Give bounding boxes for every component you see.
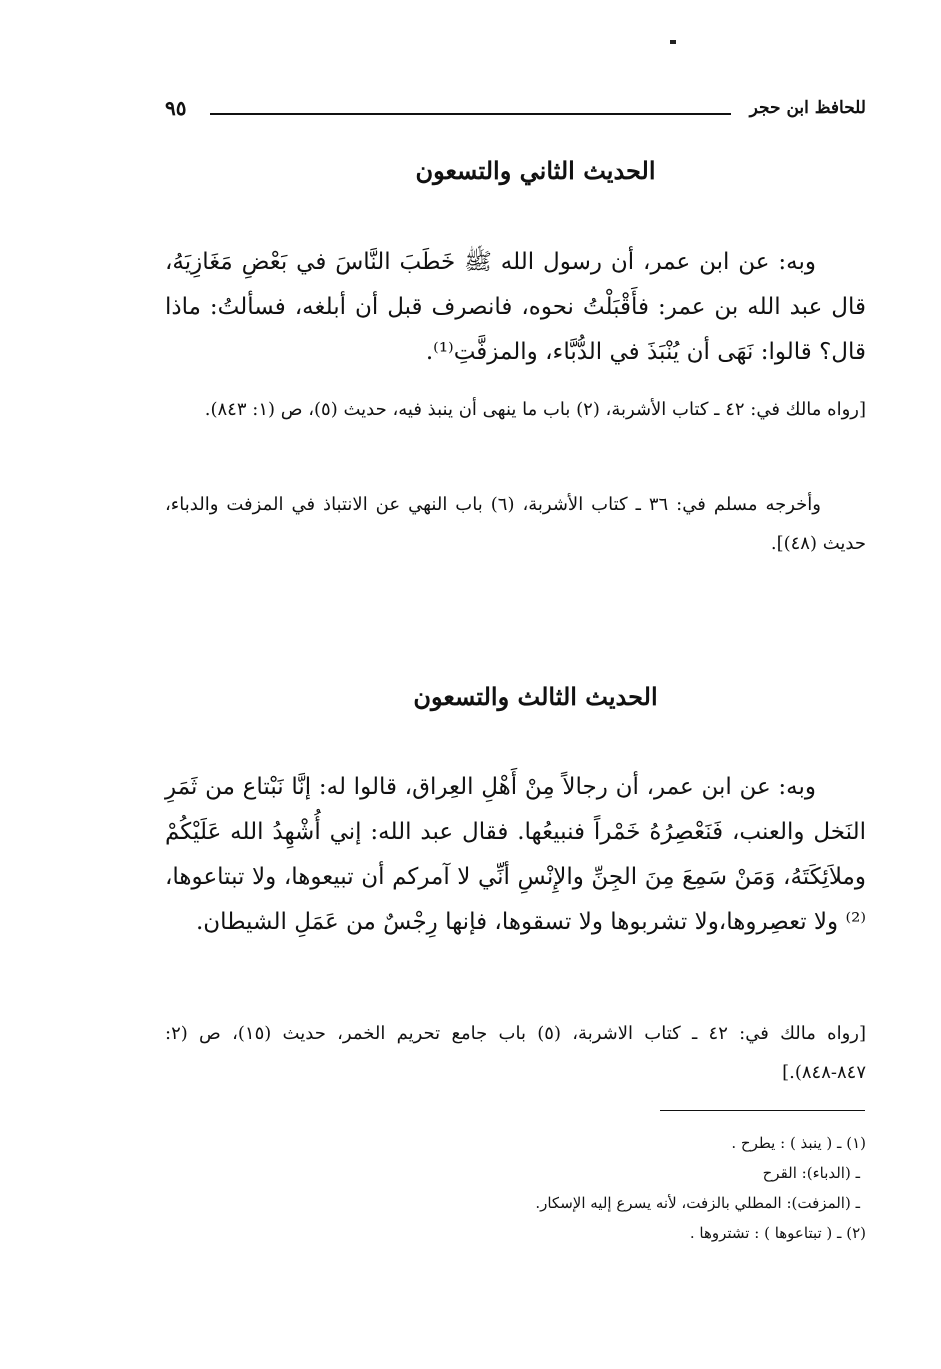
hadith-92-source-muslim: وأخرجه مسلم في: ٣٦ ـ كتاب الأشربة، (٦) باب النهي عن الانتباذ في المزفت والدباء، حديث (٤٨)].: [165, 494, 866, 554]
hadith-93-title: الحديث الثالث والتسعون: [413, 682, 658, 711]
scan-mark: [670, 40, 676, 44]
footnotes: [165, 1128, 866, 1248]
hadith-92-title: الحديث الثاني والتسعون: [415, 156, 656, 185]
hadith-92-text: وبه: عن ابن عمر، أن رسول الله ﷺ خَطَبَ النَّاسَ في بَعْضِ مَغَازِيَهُ، قال عبد الله بن عمر: فأَقْبَلْتُ نحوه، فانصرف قبل أن أبلغه، فسألتُ: ماذا قال؟ قالوا: نَهَى أن يُنْبَذَ في الدُّبَّاء، والمزفَّتِ⁽¹⁾.: [165, 249, 866, 365]
footnote-1-muzaffat: ـ (المزفت): المطلي بالزفت، لأنه يسرع إليه الإسكار.: [535, 1194, 860, 1212]
page-header: [165, 98, 866, 128]
footnote-rule: [660, 1110, 865, 1111]
hadith-92-source-malik: [رواه مالك في: ٤٢ ـ كتاب الأشربة، (٢) باب ما ينهى أن ينبذ فيه، حديث (٥)، ص (١: ٨٤٣).: [204, 399, 866, 420]
footnote-2: (٢) ـ ( تبتاعوها ) : تشتروها .: [689, 1224, 866, 1242]
footnote-1-dubba: ـ (الدباء): القرح: [762, 1164, 860, 1182]
footnote-1: (١) ـ ( ينبذ ) : يطرح .: [731, 1134, 866, 1152]
running-title: للحافظ ابن حجر: [749, 98, 866, 118]
page-number: ٩٥: [165, 96, 187, 120]
hadith-93-source-malik: [رواه مالك في: ٤٢ ـ كتاب الاشربة، (٥) باب جامع تحريم الخمر، حديث (١٥)، ص (٢: ٨٤٧-٨٤٨).]: [165, 1023, 866, 1083]
hadith-93-text: وبه: عن ابن عمر، أن رجالاً مِنْ أَهْلِ العِراق، قالوا له: إنَّا نَبْتاع من ثَمَرِ النَخل والعنب، فَنَعْصِرُهُ خَمْراً فنبيعُها. فقال عبد الله: إني أُشْهِدُ الله عَلَيْكُمْ وملاَئِكَتَهُ، وَمَنْ سَمِعَ مِنَ الجِنِّ والإِنْسِ أنِّي لا آمركم أن تبيعوها، ولا تبتاعوها،⁽²⁾ ولا تعصِروها،ولا تشربوها ولا تسقوها، فإنها رِجْسٌ من عَمَلِ الشيطان.: [165, 774, 866, 935]
header-rule: [210, 113, 731, 115]
